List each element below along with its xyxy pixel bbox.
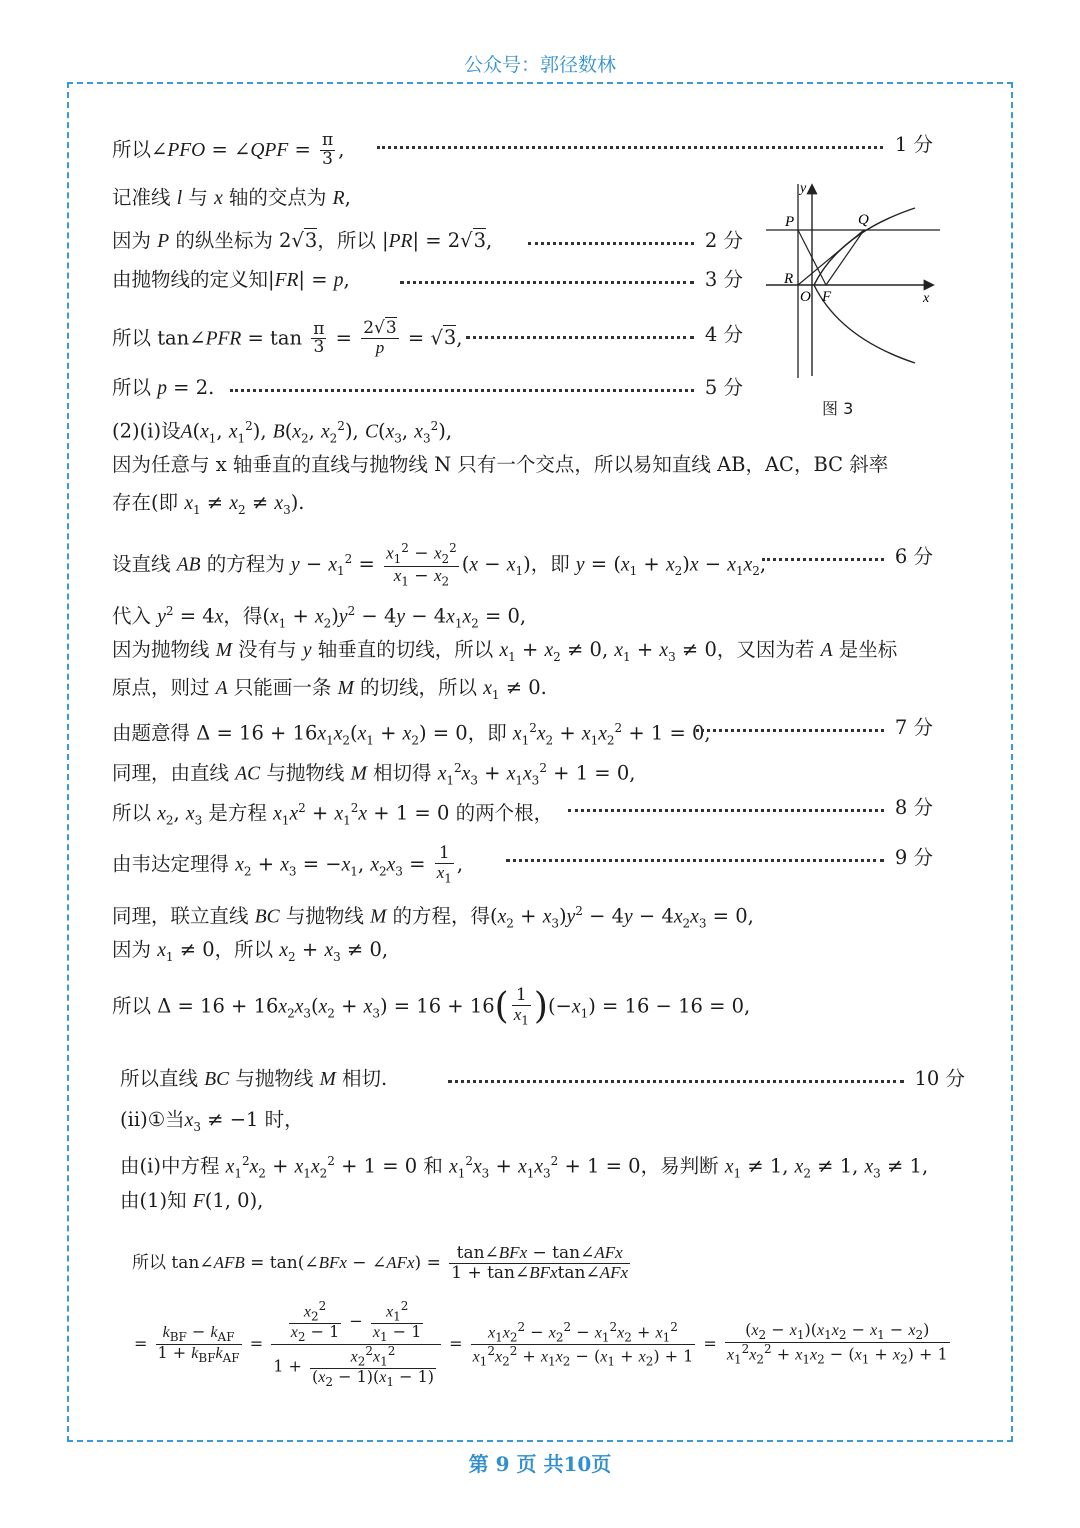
label-F: F [822,289,832,305]
score-2: 2 分 [704,229,743,252]
line-21: 所以直线 BC 与抛物线 M 相切. [120,1067,388,1090]
score-10: 10 分 [914,1067,965,1090]
line-23: 由(i)中方程 $x_1^2x_2 + x_1x_2^2 + 1 = 0$ 和 $x_1^2x_3 + x_1x_3^2 + 1 = 0$，易判断 $x_1 \ne 1$, $x_2 \ne 1$, $x_3 \ne 1$, [120,1154,929,1181]
line-3: 因为 P 的纵坐标为 2√3，所以 |PR| = 2√3, [112,229,493,252]
leader-dots [696,729,884,732]
line-9: 存在(即 $x_1 \ne x_2 \ne x_3$). [112,491,305,517]
score-8: 8 分 [894,796,933,819]
line-4: 由抛物线的定义知|FR| = p, [112,268,350,291]
line-11: 代入 $y^2 = 4x$，得$(x_1 + x_2)y^2 - 4y - 4x_1x_2 = 0$, [112,604,527,631]
score-6: 6 分 [894,545,933,568]
label-P: P [785,214,795,230]
leader-dots [466,336,694,339]
line-1: 所以∠PFO = ∠QPF = $\frac{\pi}{3}$ , [112,130,345,169]
leader-dots [762,558,884,561]
line-17: 由韦达定理得 $x_2 + x_3 = -x_1$, $x_2x_3$ = $\frac{1}{x_1}$ , [112,843,464,886]
line-19: 因为 $x_1 \ne 0$，所以 $x_2 + x_3 \ne 0$, [112,938,389,964]
score-1: 1 分 [894,133,933,156]
label-Q: Q [858,212,869,228]
page-footer: 第 9 页 共10页 [468,1452,612,1476]
score-9: 9 分 [894,846,933,869]
leader-dots [400,281,694,284]
figure-caption: 图 3 [822,399,854,418]
leader-dots [506,859,884,862]
line-14: 由题意得 $\Delta = 16 + 16x_1x_2(x_1 + x_2) = 0$，即 $x_1^2x_2 + x_1x_2^2 + 1 = 0$, [112,721,711,748]
line-18: 同理，联立直线 BC 与抛物线 M 的方程，得$(x_2 + x_3)y^2 - 4y - 4x_2x_3 = 0$, [112,904,754,931]
page-header: 公众号：郭径数林 [463,54,616,76]
score-7: 7 分 [894,716,933,739]
label-y: y [800,181,807,196]
score-3: 3 分 [704,268,743,291]
label-R: R [784,271,794,287]
line-12: 因为抛物线 M 没有与 y 轴垂直的切线，所以 $x_1 + x_2 \ne 0$, $x_1 + x_3 \ne 0$，又因为若 A 是坐标 [112,638,898,664]
leader-dots [528,242,694,245]
score-4: 4 分 [704,323,743,346]
line-13: 原点，则过 A 只能画一条 M 的切线，所以 $x_1 \ne 0$. [112,676,547,702]
score-5: 5 分 [704,376,743,399]
line-5: 所以 tan∠PFR = tan $\frac{\pi}{3}$ = $\frac{2√3}{p}$ = √3, [112,318,463,358]
leader-dots [448,1080,904,1083]
label-O: O [800,289,811,305]
line-20: 所以 $\Delta = 16 + 16x_2x_3(x_2 + x_3) = 16 + 16$( $\frac{1}{x_1}$ )$(-x_1) = 16 - 16 = 0$, [112,985,751,1028]
leader-dots [377,146,883,149]
line-2: 记准线 l 与 x 轴的交点为 R, [112,186,351,209]
figure-3-parabola [760,178,940,383]
line-22: (ii)①当$x_3 \ne -1$ 时， [120,1108,304,1134]
line-8: 因为任意与 x 轴垂直的直线与抛物线 N 只有一个交点，所以易知直线 AB，AC，BC 斜率 [112,453,889,476]
line-6: 所以 p = 2. [112,376,215,399]
line-15: 同理，由直线 AC 与抛物线 M 相切得 $x_1^2x_3 + x_1x_3^2 + 1 = 0$, [112,761,636,788]
line-24: 由(1)知 F(1, 0), [120,1189,264,1212]
line-7: (2)(i)设$A(x_1$, $x_1^2$), $B(x_2$, $x_2^2$), $C(x_3$, $x_3^2$), [112,419,453,446]
line-25: 所以 tan∠AFB = tan(∠BFx − ∠AFx) = $\frac{\text{tan∠BFx − tan∠AFx}}{\text{1 + tan∠BFxtan∠AFx}}$ [132,1243,629,1283]
label-x: x [923,291,930,306]
line-26: = $\frac{k_{BF} - k_{AF}}{1 + k_{BF}k_{AF}}$ = $\frac{x_2^2}{x_2 - 1}$ − $\frac{x_1^2}{x_1 - 1}$ 1 + $\frac{x_2^2x_1^2}{(x_2 - 1)(x_1 - 1)}$ = $\frac{x_1x_2^2 - x_2^2 - x_1^2x_2 + x_1^2}{x_1^2x_2^2 + x_1x_2 - (x_1 + x_2) + 1}$ = $\frac{(x_2 - x_1)(x_1x_2 - x_1 - x_2)}{x_1^2x_2^2 + x_1x_2 - (x_1 + x_2) + 1}$ [134,1299,948,1390]
line-10: 设直线 AB 的方程为 $y - x_1^2$ = $\frac{x_1^2 - x_2^2}{x_1 - x_2}$ $(x - x_1)$，即 $y = (x_1 + x_2)x - x_1x_2$, [112,541,767,589]
line-16: 所以 $x_2$, $x_3$ 是方程 $x_1x^2 + x_1^2x + 1 = 0$ 的两个根， [112,801,554,828]
leader-dots [568,809,884,812]
leader-dots [230,389,694,392]
